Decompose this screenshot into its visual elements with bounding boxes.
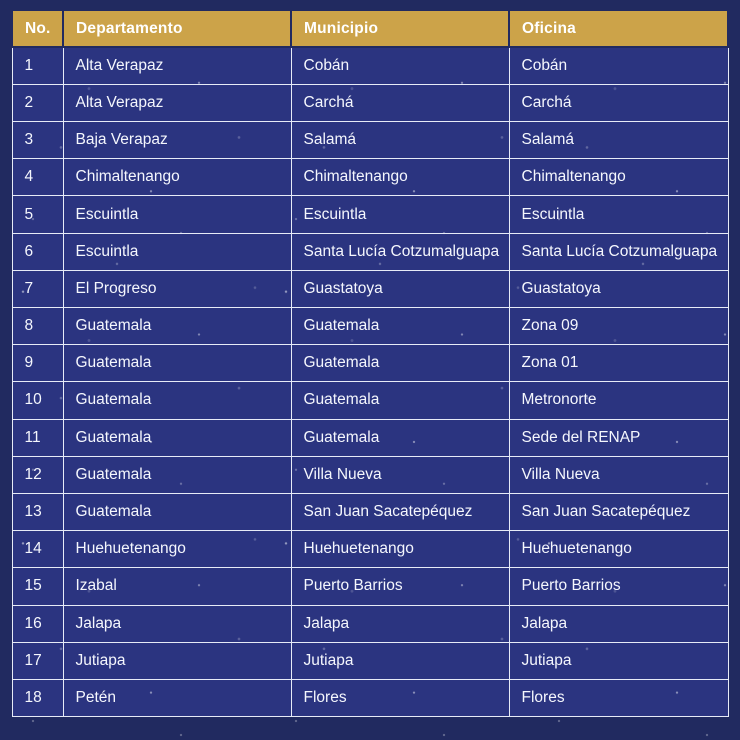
cell-oficina: Zona 09 xyxy=(509,308,728,345)
table-row xyxy=(12,679,728,716)
cell-departamento: Guatemala xyxy=(63,419,291,456)
cell-oficina: Zona 01 xyxy=(509,345,728,382)
cell-no: 12 xyxy=(12,456,63,493)
table-row xyxy=(12,159,728,196)
cell-oficina: Cobán xyxy=(509,47,728,84)
table-row xyxy=(12,456,728,493)
cell-municipio: Chimaltenango xyxy=(291,159,509,196)
header-no: No. xyxy=(12,10,63,47)
cell-departamento: Escuintla xyxy=(63,233,291,270)
cell-departamento: Guatemala xyxy=(63,345,291,382)
cell-departamento: Petén xyxy=(63,679,291,716)
cell-oficina: Huehuetenango xyxy=(509,531,728,568)
cell-no: 2 xyxy=(12,84,63,121)
cell-departamento: Alta Verapaz xyxy=(63,84,291,121)
cell-no: 15 xyxy=(12,568,63,605)
cell-departamento: Jutiapa xyxy=(63,642,291,679)
cell-oficina: Carchá xyxy=(509,84,728,121)
cell-no: 6 xyxy=(12,233,63,270)
cell-no: 7 xyxy=(12,270,63,307)
cell-municipio: Villa Nueva xyxy=(291,456,509,493)
table-row xyxy=(12,345,728,382)
cell-oficina: Flores xyxy=(509,679,728,716)
cell-municipio: Puerto Barrios xyxy=(291,568,509,605)
cell-municipio: Guatemala xyxy=(291,382,509,419)
cell-no: 16 xyxy=(12,605,63,642)
cell-no: 14 xyxy=(12,531,63,568)
cell-municipio: Salamá xyxy=(291,122,509,159)
cell-municipio: Santa Lucía Cotzumalguapa xyxy=(291,233,509,270)
table-row xyxy=(12,47,728,84)
cell-departamento: Guatemala xyxy=(63,308,291,345)
cell-no: 10 xyxy=(12,382,63,419)
cell-departamento: Izabal xyxy=(63,568,291,605)
cell-oficina: Escuintla xyxy=(509,196,728,233)
cell-oficina: Metronorte xyxy=(509,382,728,419)
cell-departamento: Guatemala xyxy=(63,382,291,419)
table-row xyxy=(12,642,728,679)
header-row xyxy=(12,10,728,47)
cell-no: 18 xyxy=(12,679,63,716)
cell-departamento: Baja Verapaz xyxy=(63,122,291,159)
header-oficina: Oficina xyxy=(509,10,728,47)
cell-no: 5 xyxy=(12,196,63,233)
cell-oficina: Jutiapa xyxy=(509,642,728,679)
table-row xyxy=(12,493,728,530)
cell-no: 9 xyxy=(12,345,63,382)
cell-municipio: Huehuetenango xyxy=(291,531,509,568)
cell-municipio: Jalapa xyxy=(291,605,509,642)
offices-table xyxy=(11,9,729,717)
table-row xyxy=(12,270,728,307)
cell-no: 8 xyxy=(12,308,63,345)
table-row xyxy=(12,531,728,568)
cell-municipio: Carchá xyxy=(291,84,509,121)
cell-oficina: Villa Nueva xyxy=(509,456,728,493)
cell-municipio: Guatemala xyxy=(291,345,509,382)
cell-no: 17 xyxy=(12,642,63,679)
cell-departamento: Escuintla xyxy=(63,196,291,233)
table-row xyxy=(12,308,728,345)
cell-no: 13 xyxy=(12,493,63,530)
cell-departamento: Guatemala xyxy=(63,456,291,493)
table-row xyxy=(12,233,728,270)
table-row xyxy=(12,84,728,121)
table-row xyxy=(12,419,728,456)
cell-departamento: Guatemala xyxy=(63,493,291,530)
table-header xyxy=(12,10,728,47)
cell-oficina: Puerto Barrios xyxy=(509,568,728,605)
cell-municipio: Cobán xyxy=(291,47,509,84)
cell-oficina: Guastatoya xyxy=(509,270,728,307)
table-row xyxy=(12,568,728,605)
table-row xyxy=(12,382,728,419)
header-departamento: Departamento xyxy=(63,10,291,47)
cell-municipio: Flores xyxy=(291,679,509,716)
table-row xyxy=(12,196,728,233)
cell-departamento: Alta Verapaz xyxy=(63,47,291,84)
cell-no: 1 xyxy=(12,47,63,84)
cell-departamento: Huehuetenango xyxy=(63,531,291,568)
header-municipio: Municipio xyxy=(291,10,509,47)
cell-no: 11 xyxy=(12,419,63,456)
cell-municipio: San Juan Sacatepéquez xyxy=(291,493,509,530)
cell-departamento: El Progreso xyxy=(63,270,291,307)
table-row xyxy=(12,605,728,642)
cell-oficina: Jalapa xyxy=(509,605,728,642)
cell-oficina: San Juan Sacatepéquez xyxy=(509,493,728,530)
cell-departamento: Chimaltenango xyxy=(63,159,291,196)
cell-municipio: Escuintla xyxy=(291,196,509,233)
cell-municipio: Guatemala xyxy=(291,308,509,345)
cell-municipio: Guatemala xyxy=(291,419,509,456)
table-row xyxy=(12,122,728,159)
cell-oficina: Salamá xyxy=(509,122,728,159)
cell-oficina: Santa Lucía Cotzumalguapa xyxy=(509,233,728,270)
cell-no: 4 xyxy=(12,159,63,196)
cell-no: 3 xyxy=(12,122,63,159)
cell-oficina: Sede del RENAP xyxy=(509,419,728,456)
cell-municipio: Guastatoya xyxy=(291,270,509,307)
table-body xyxy=(12,47,728,716)
cell-municipio: Jutiapa xyxy=(291,642,509,679)
cell-oficina: Chimaltenango xyxy=(509,159,728,196)
cell-departamento: Jalapa xyxy=(63,605,291,642)
